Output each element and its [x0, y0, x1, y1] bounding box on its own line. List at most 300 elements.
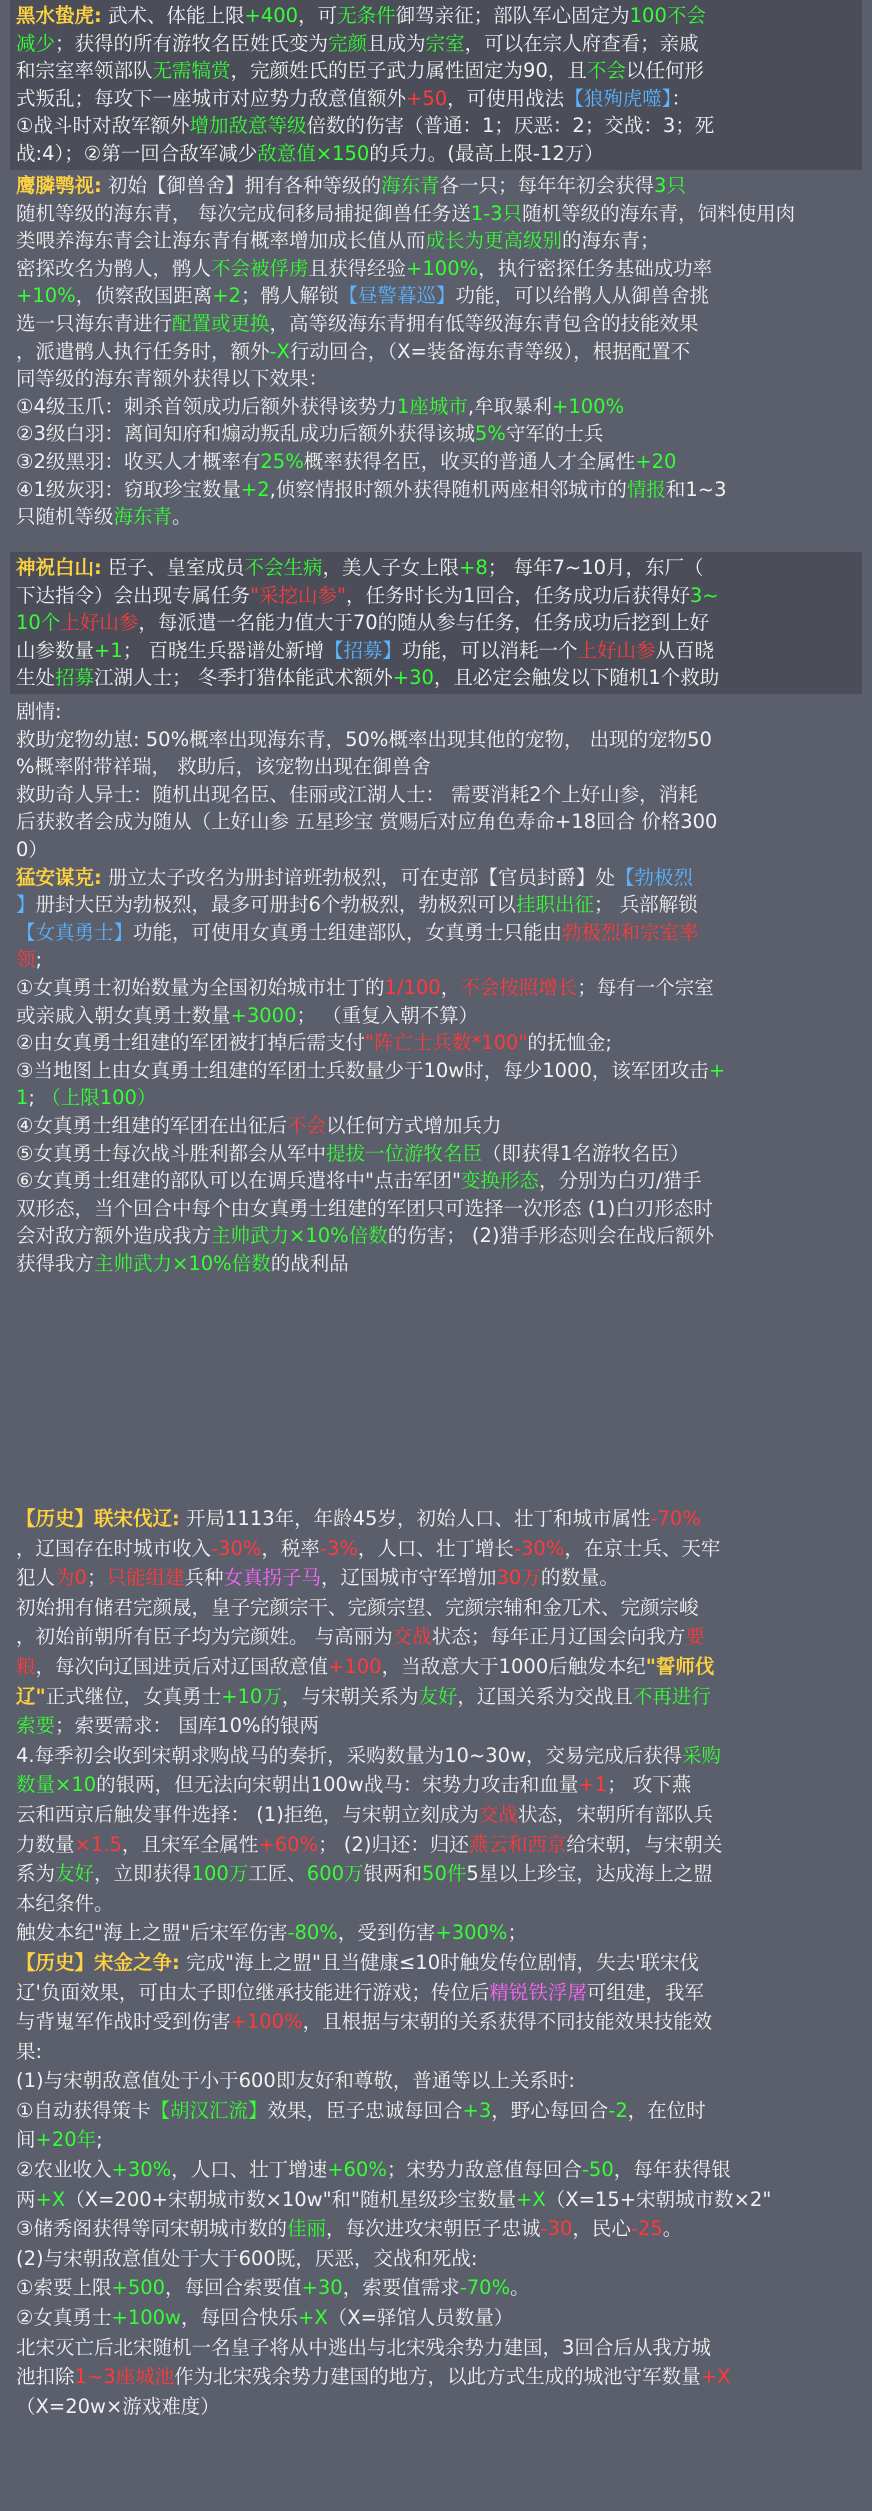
text-segment: 50件: [422, 1862, 467, 1886]
section-title: 【历史】宋金之争:: [16, 1950, 180, 1974]
text-segment: 随机等级的海东青，饲料使用肉: [522, 201, 796, 225]
text-line: [16, 2273, 856, 2303]
text-segment: 功能，可使用女真勇士组建部队，女真勇士只能由: [133, 920, 563, 944]
text-segment: 救助奇人异士：随机出现名臣、佳丽或江湖人士： 需要消耗2个上好山参，消耗: [16, 782, 698, 806]
text-segment: 领: [16, 948, 36, 972]
text-segment: ③储秀阁获得等同宋朝城市数的: [16, 2217, 287, 2241]
text-line: [16, 1002, 856, 1030]
text-segment: ;: [35, 948, 43, 972]
text-segment: ；鹘人解锁: [240, 284, 339, 308]
text-segment: 江湖人士； 冬季打猎体能武术额外: [94, 666, 393, 690]
text-segment: 银两和: [363, 1862, 423, 1886]
text-segment: 剧情:: [16, 700, 62, 723]
text-segment: 【胡汉汇流】: [150, 2098, 268, 2122]
section-title: 鹰膦鹗视:: [16, 174, 102, 197]
text-segment: +8: [459, 556, 488, 579]
text-line: [16, 1504, 856, 1534]
text-segment: ，辽国存在时城市收入: [16, 1536, 212, 1560]
text-segment: -70%: [459, 2276, 511, 2300]
text-line: [16, 1140, 856, 1168]
text-segment: ，野心每回合: [491, 2098, 609, 2122]
text-segment: ，每派遣一名能力值大于70的随从参与任务，任务成功后挖到上好: [138, 611, 710, 635]
text-segment: ，且必定会触发以下随机1个救助: [433, 666, 720, 690]
text-segment: ，人口、壮丁增速: [171, 2158, 328, 2182]
text-segment: 选一只海东青进行: [16, 311, 173, 335]
text-segment: 海东青: [381, 174, 440, 197]
section-yinglin-exi: [10, 170, 862, 533]
text-segment: -25: [630, 2217, 663, 2241]
text-segment: ，每回合索要值: [165, 2276, 302, 2300]
text-line: [16, 609, 856, 637]
text-segment: 力数量: [16, 1832, 75, 1856]
text-segment: -30%: [211, 1536, 262, 1560]
text-segment: （X=200+宋朝城市数×10w"和"随机星级珍宝数量: [65, 2187, 517, 2211]
text-line: [16, 2066, 856, 2096]
text-segment: 提拔一位游牧名臣: [325, 1141, 482, 1165]
text-segment: 战:4）；②第一回合敌军减少: [16, 141, 258, 165]
text-line: [16, 1859, 856, 1889]
text-segment: 间: [16, 2128, 36, 2152]
text-segment: 或亲戚入朝女真勇士数量: [16, 1003, 231, 1027]
text-segment: 敌意值×150: [257, 141, 370, 165]
text-segment: 不会按照增长: [460, 975, 578, 999]
text-line: [16, 1800, 856, 1830]
text-segment: 池扣除: [16, 2365, 75, 2389]
text-segment: 兵种: [184, 1566, 224, 1590]
text-segment: +1: [94, 638, 123, 662]
text-segment: 佳丽: [286, 2217, 326, 2241]
text-segment: 倍数的伤害（普通：1；厌恶：2；交战：3；死: [306, 114, 715, 138]
section-title: 【历史】联宋伐辽:: [16, 1507, 180, 1530]
text-line: [16, 1084, 856, 1112]
text-line: [16, 1770, 856, 1800]
text-segment: ； 百晓生兵器谱处新增: [122, 638, 324, 662]
text-segment: 100不会: [629, 4, 706, 27]
text-segment: 上好山参: [60, 611, 139, 635]
text-line: [16, 637, 856, 665]
text-segment: +400: [244, 4, 299, 27]
text-segment: ②由女真勇士组建的军团被打掉后需支付: [16, 1031, 365, 1055]
text-segment: 5星以上珍宝，达成海上之盟: [466, 1862, 713, 1886]
text-segment: 功能，可以给鹘人从御兽舍挑: [455, 284, 709, 308]
text-segment: ；每有一个宗室: [577, 975, 714, 999]
text-segment: 册立太子改名为册封谙班勃极烈，可在吏部【官员封爵】处: [101, 865, 616, 889]
text-segment: 完成"海上之盟"且当健康≤10时触发传位剧情，失去'联宋伐: [179, 1950, 699, 1974]
text-segment: ;: [96, 2128, 103, 2152]
text-segment: 100万: [191, 1862, 249, 1886]
text-line: [16, 2155, 856, 2185]
section-title: 辽": [16, 1684, 46, 1708]
text-segment: 同等级的海东青额外获得以下效果：: [16, 367, 329, 391]
text-segment: +10万: [221, 1684, 282, 1708]
text-segment: 粮: [16, 1654, 36, 1678]
text-segment: ；宋势力敌意值每回合: [386, 2158, 582, 2182]
text-line: [16, 448, 856, 476]
text-segment: 】: [16, 893, 36, 917]
text-segment: 3~: [689, 583, 719, 607]
text-line: [16, 1741, 856, 1771]
text-segment: +20年: [35, 2128, 97, 2152]
text-segment: 的伤害； (2)猎手形态则会在战后额外: [387, 1224, 715, 1248]
text-line: [16, 2096, 856, 2126]
text-line: [16, 1978, 856, 2008]
text-segment: 招募: [55, 666, 95, 690]
text-segment: 不会被俘虏: [211, 256, 309, 280]
text-segment: ，侦察敌国距离: [75, 284, 213, 308]
text-segment: 上好山参: [577, 638, 656, 662]
text-line: [16, 753, 856, 781]
text-line: [16, 365, 856, 393]
text-segment: ；获得的所有游牧名臣姓氏变为: [55, 31, 329, 55]
text-segment: 海东青: [113, 505, 173, 529]
text-segment: 情报: [626, 477, 666, 501]
text-segment: 的战利品: [270, 1251, 349, 1275]
text-line: [16, 2333, 856, 2363]
text-segment: 后获救者会成为随从（上好山参 五星珍宝 赏赐后对应角色寿命+18回合 价格300: [16, 810, 718, 834]
text-segment: 工匠、: [248, 1862, 307, 1886]
text-line: [16, 1889, 856, 1919]
text-segment: 3只: [654, 174, 686, 197]
text-segment: 增加敌意等级: [189, 114, 307, 138]
text-line: [16, 1563, 856, 1593]
text-segment: +10%: [16, 284, 76, 308]
text-segment: ，完颜姓氏的臣子武力属性固定为90，且: [230, 59, 587, 83]
text-segment: 完颜: [328, 31, 368, 55]
text-segment: +2: [240, 477, 270, 501]
text-segment: ：: [671, 86, 691, 110]
text-line: [16, 112, 856, 140]
text-segment: 的海东青；: [562, 229, 660, 253]
text-segment: ，与宋朝关系为: [281, 1684, 419, 1708]
section-history: [10, 1502, 862, 2423]
text-segment: （X=驿馆人员数量）: [327, 2306, 514, 2330]
text-segment: 主帅武力×10%倍数: [211, 1224, 388, 1248]
text-segment: 变换形态: [460, 1169, 539, 1193]
text-segment: ； 兵部解锁: [593, 893, 698, 917]
text-line: [16, 726, 856, 754]
section-heishui-zhehu: [10, 0, 862, 170]
text-segment: 交战: [478, 1802, 518, 1826]
text-segment: 女真拐子马: [223, 1566, 321, 1590]
text-segment: ，且宋军全属性: [121, 1832, 259, 1856]
text-segment: ①索要上限: [16, 2276, 112, 2300]
text-line: [16, 2362, 856, 2392]
text-segment: ，初始前朝所有臣子均为完颜姓。 与高丽为: [16, 1625, 393, 1649]
text-segment: 系为: [16, 1862, 56, 1886]
text-segment: ①自动获得策卡: [16, 2098, 151, 2122]
text-line: [16, 420, 856, 448]
section-jiuzhu-mengan: [10, 696, 862, 1279]
text-segment: ，: [440, 975, 461, 999]
text-line: [16, 1711, 856, 1741]
text-segment: 北宋灭亡后北宋随机一名皇子将从中逃出与北宋残余势力建国，3回合后从我方城: [16, 2335, 711, 2359]
text-segment: 1/100: [384, 975, 441, 999]
text-segment: ，在京士兵、天牢: [564, 1536, 721, 1560]
text-segment: 各一只；每年年初会获得: [439, 174, 655, 197]
text-line: [16, 200, 856, 228]
text-line: [16, 1534, 856, 1564]
text-segment: 可组建，我军: [586, 1980, 704, 2004]
text-segment: 1座城市: [396, 394, 468, 418]
text-segment: 减少: [16, 31, 56, 55]
text-segment: 。: [172, 505, 192, 529]
text-segment: 作为北宋残余势力建国的地方，以此方式生成的城池守军数量: [174, 2365, 701, 2389]
text-segment: ； (2)归还：归还: [318, 1832, 469, 1856]
text-segment: ，且根据与宋朝的关系获得不同技能效果技能效: [302, 2010, 713, 2034]
text-segment: 式叛乱；每攻下一座城市对应势力敌意值额外: [16, 86, 407, 110]
text-line: [16, 836, 856, 864]
text-line: [16, 2303, 856, 2333]
text-segment: 开局1113年，年龄45岁，初始人口、壮丁和城市属性: [179, 1507, 651, 1530]
text-line: [16, 172, 856, 200]
text-segment: +100w: [111, 2306, 181, 2330]
text-line: [16, 1622, 856, 1652]
text-line: [16, 2214, 856, 2244]
text-segment: ，受到伤害: [337, 1921, 436, 1945]
text-segment: （即获得1名游牧名臣）: [482, 1141, 690, 1165]
text-segment: +300%: [435, 1921, 508, 1945]
text-segment: ①4级玉爪：刺杀首领成功后额外获得该势力: [16, 394, 397, 418]
text-line: [16, 974, 856, 1002]
text-line: [16, 503, 856, 531]
text-line: [16, 1029, 856, 1057]
text-segment: 挂职出征: [515, 893, 594, 917]
text-segment: +30: [301, 2276, 343, 2300]
text-segment: ，在位时: [627, 2098, 706, 2122]
text-segment: 勃极烈和宗室率: [562, 920, 699, 944]
text-segment: ②女真勇士: [16, 2306, 112, 2330]
text-line: [16, 1948, 856, 1978]
text-segment: ，辽国关系为交战且: [457, 1684, 633, 1708]
text-segment: 概率获得名臣，收买的普通人才全属性: [303, 449, 636, 473]
text-segment: 的银两，但无法向宋朝出100w战马：宋势力攻击和血量: [96, 1773, 579, 1797]
text-segment: ②农业收入: [16, 2158, 112, 2182]
text-line: [16, 393, 856, 421]
text-segment: ，每次进攻宋朝臣子忠诚: [326, 2217, 541, 2241]
text-segment: ;: [28, 1086, 42, 1110]
text-line: [16, 2037, 856, 2067]
text-segment: +3: [462, 2098, 492, 2122]
text-segment: 4.每季初会收到宋朝求购战马的奏折，采购数量为10~30w，交易完成后获得: [16, 1743, 683, 1767]
text-segment: 果:: [16, 2039, 43, 2063]
text-line: [16, 1593, 856, 1623]
text-segment: +100: [328, 1654, 382, 1678]
text-segment: -80%: [287, 1921, 338, 1945]
text-line: [16, 1112, 856, 1140]
text-line: [16, 2244, 856, 2274]
text-segment: 配置或更换: [172, 311, 270, 335]
text-segment: ，当敌意大于1000后触发本纪: [381, 1654, 646, 1678]
text-segment: (2)与宋朝敌意值处于大于600既，厌恶，交战和死战:: [16, 2246, 478, 2270]
text-segment: 25%: [260, 449, 304, 473]
text-segment: ，立即获得: [94, 1862, 192, 1886]
text-segment: ，每回合快乐: [181, 2306, 299, 2330]
text-segment: 为0: [55, 1566, 87, 1590]
text-line: [16, 310, 856, 338]
text-segment: 和1~3: [665, 477, 727, 501]
text-segment: 600万: [306, 1862, 364, 1886]
text-line: [16, 1918, 856, 1948]
text-segment: 要: [685, 1625, 705, 1649]
text-segment: ；索要需求： 国库10%的银两: [55, 1714, 320, 1738]
text-segment: 1-3只: [470, 201, 523, 225]
text-segment: 功能，可以消耗一个: [401, 638, 578, 662]
text-segment: 只能组建: [106, 1566, 185, 1590]
text-line: [16, 698, 856, 726]
text-segment: 的数量。: [540, 1566, 619, 1590]
text-segment: 1~3座城池: [74, 2365, 175, 2389]
text-segment: 成长为更高级别: [425, 229, 563, 253]
text-line: [16, 1057, 856, 1085]
text-segment: 不再进行: [632, 1684, 711, 1708]
text-segment: ⑤女真勇士每次战斗胜利都会从军中: [16, 1141, 326, 1165]
text-segment: ； 每年7~10月，东厂（: [487, 556, 704, 579]
text-line: [16, 476, 856, 504]
text-segment: ④女真勇士组建的军团在出征后: [16, 1113, 287, 1137]
text-segment: 正式继位，女真勇士: [45, 1684, 222, 1708]
text-segment: 初始【御兽舍】拥有各种等级的: [101, 174, 382, 197]
text-segment: ，人口、壮丁增长: [357, 1536, 514, 1560]
text-segment: ④1级灰羽：窃取珍宝数量: [16, 477, 241, 501]
text-line: [16, 30, 856, 58]
text-segment: +3000: [230, 1003, 297, 1027]
text-segment: 交战: [392, 1625, 432, 1649]
text-segment: （上限100）: [41, 1086, 157, 1110]
text-segment: 救助宠物幼崽: 50%概率出现海东青，50%概率出现其他的宠物， 出现的宠物50: [16, 727, 712, 751]
section-title: 猛安谋克:: [16, 865, 102, 889]
text-segment: 密探改名为鹘人，鹘人: [16, 256, 212, 280]
text-segment: （X=15+宋朝城市数×2": [545, 2187, 772, 2211]
text-segment: +60%: [258, 1832, 319, 1856]
text-segment: 索要: [16, 1714, 56, 1738]
text-segment: 只随机等级: [16, 505, 114, 529]
text-segment: 友好: [55, 1862, 95, 1886]
text-segment: ，执行密探任务基础成功率: [478, 256, 713, 280]
text-line: [16, 891, 856, 919]
text-line: [16, 140, 856, 168]
text-segment: 效果，臣子忠诚每回合: [267, 2098, 463, 2122]
text-segment: 【招募】: [323, 638, 402, 662]
text-segment: 不会: [286, 1113, 326, 1137]
text-segment: 双形态，当个回合中每个由女真勇士组建的军团只可选择一次形态 (1)白刃形态时: [16, 1196, 713, 1220]
text-segment: -X: [269, 339, 290, 363]
text-segment: 【勃极烈: [615, 865, 694, 889]
text-segment: ①战斗时对敌军额外: [16, 114, 190, 138]
text-segment: +20: [635, 449, 677, 473]
text-segment: +2: [212, 284, 241, 308]
text-segment: 山参数量: [16, 638, 95, 662]
text-segment: 获得我方: [16, 1251, 95, 1275]
text-segment: 且成为: [367, 31, 426, 55]
text-line: [16, 1195, 856, 1223]
text-segment: +60%: [327, 2158, 387, 2182]
text-segment: 且获得经验: [308, 256, 407, 280]
text-line: [16, 781, 856, 809]
text-segment: 。: [662, 2217, 683, 2241]
text-segment: ，索要值需求: [342, 2276, 460, 2300]
text-line: [16, 2007, 856, 2037]
text-segment: 主帅武力×10%倍数: [94, 1251, 271, 1275]
text-segment: 【昼警暮巡】: [338, 284, 456, 308]
text-segment: -3%: [319, 1536, 358, 1560]
text-segment: 【狼殉虎噬】: [564, 86, 672, 110]
text-segment: 辽'负面效果，可由太子即位继承技能进行游戏；传位后: [16, 1980, 490, 2004]
text-line: [16, 919, 856, 947]
text-segment: ,侦察情报时额外获得随机两座相邻城市的: [269, 477, 627, 501]
text-line: [16, 2392, 856, 2422]
text-segment: ,牟取暴利: [467, 394, 553, 418]
text-segment: -30: [540, 2217, 573, 2241]
text-line: [16, 808, 856, 836]
text-segment: 两: [16, 2187, 36, 2211]
text-segment: 和宗室率领部队: [16, 59, 153, 83]
text-segment: +30: [392, 666, 434, 690]
text-segment: 初始拥有储君完颜晟，皇子完颜宗干、完颜宗望、完颜宗辅和金兀术、完颜宗峻: [16, 1595, 699, 1619]
text-line: [16, 1652, 856, 1682]
text-segment: 不会: [586, 59, 626, 83]
text-segment: +100%: [406, 256, 479, 280]
text-segment: 采购: [682, 1743, 722, 1767]
text-segment: 云和西京后触发事件选择： (1)拒绝，与宋朝立刻成为: [16, 1802, 479, 1826]
text-segment: +X: [298, 2306, 328, 2330]
text-segment: 本纪条件。: [16, 1891, 114, 1915]
text-line: [16, 255, 856, 283]
text-segment: 10个: [16, 611, 61, 635]
text-segment: （X=20w×游戏难度）: [16, 2394, 220, 2418]
text-line: [16, 338, 856, 366]
text-segment: 册封大臣为勃极烈，最多可册封6个勃极烈，勃极烈可以: [35, 893, 516, 917]
text-segment: 以任何方式增加兵力: [326, 1113, 502, 1137]
text-segment: 。: [510, 2276, 530, 2300]
text-segment: 臣子、皇室成员: [101, 556, 245, 579]
text-segment: 下达指令）会出现专属任务: [16, 583, 251, 607]
text-segment: ，民心: [572, 2217, 631, 2241]
text-segment: 友好: [418, 1684, 458, 1708]
text-segment: 30万: [496, 1566, 541, 1590]
text-segment: 御驾亲征；部队军心固定为: [395, 4, 630, 27]
text-segment: 无需犒赏: [152, 59, 231, 83]
text-segment: ，每次向辽国进贡后对辽国敌意值: [35, 1654, 329, 1678]
text-segment: 守军的士兵: [505, 422, 604, 446]
text-segment: ，派遣鹘人执行任务时，额外: [16, 339, 270, 363]
text-segment: +X: [35, 2187, 66, 2211]
text-segment: 生处: [16, 666, 56, 690]
text-line: [16, 1167, 856, 1195]
text-segment: "采挖山参": [250, 583, 346, 607]
text-line: [16, 57, 856, 85]
text-segment: ，高等级海东青拥有低等级海东青包含的技能效果: [269, 311, 699, 335]
text-segment: 精锐铁浮屠: [489, 1980, 587, 2004]
text-segment: ⑥女真勇士组建的部队可以在调兵遣将中"点击军团": [16, 1169, 461, 1193]
text-line: [16, 2, 856, 30]
text-segment: ，可: [298, 4, 338, 27]
text-line: [16, 1682, 856, 1712]
text-segment: 【女真勇士】: [16, 920, 134, 944]
text-segment: 数量×10: [16, 1773, 97, 1797]
text-line: [16, 85, 856, 113]
text-segment: 状态；每年正月辽国会向我方: [431, 1625, 686, 1649]
section-title: 神祝白山:: [16, 556, 102, 579]
text-segment: ，可使用战法: [447, 86, 565, 110]
text-segment: +X: [516, 2187, 546, 2211]
text-segment: +50: [406, 86, 448, 110]
text-line: [16, 554, 856, 582]
text-line: [16, 2125, 856, 2155]
text-segment: +X: [700, 2365, 731, 2389]
text-segment: 给宋朝，与宋朝关: [566, 1832, 723, 1856]
text-segment: 无条件: [337, 4, 396, 27]
text-line: [16, 946, 856, 974]
